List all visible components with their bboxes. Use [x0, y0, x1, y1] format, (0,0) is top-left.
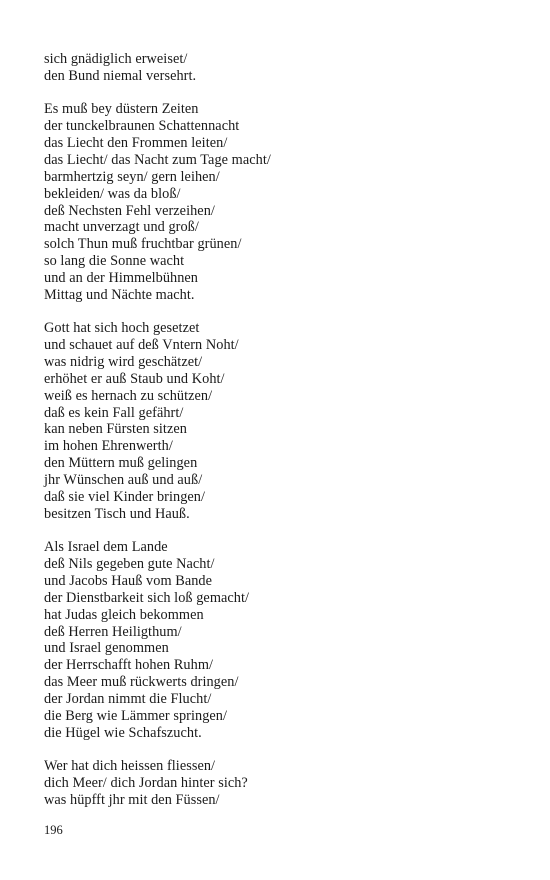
- poem-line: was nidrig wird geschätzet/: [44, 354, 203, 371]
- poem-line: Gott hat sich hoch gesetzet: [44, 320, 200, 337]
- poem-line: die Hügel wie Schafszucht.: [44, 724, 202, 741]
- poem-line: das Meer muß rückwerts dringen/: [44, 674, 239, 691]
- poem-line: und Israel genommen: [44, 640, 169, 657]
- poem-line: barmhertzig seyn/ gern leihen/: [44, 168, 220, 185]
- poem-line: sich gnädiglich erweiset/: [44, 51, 188, 67]
- poem-line: solch Thun muß fruchtbar grünen/: [44, 236, 242, 253]
- poem-line: den Bund niemal versehrt.: [44, 67, 197, 84]
- poem-line: der Dienstbarkeit sich loß gemacht/: [44, 589, 250, 606]
- poem-line: deß Herren Heiligthum/: [44, 623, 182, 640]
- poem-line: und schauet auf deß Vntern Noht/: [44, 337, 239, 354]
- poem-line: macht unverzagt und groß/: [44, 219, 199, 236]
- poem-line: bekleiden/ was da bloß/: [44, 185, 181, 202]
- stanza: [44, 51, 514, 85]
- poem-line: im hohen Ehrenwerth/: [44, 438, 173, 455]
- stanza: [44, 758, 514, 809]
- poem-line: der tunckelbraunen Schattennacht: [44, 118, 240, 135]
- page-number: 196: [44, 823, 63, 837]
- poem-line: daß sie viel Kinder bringen/: [44, 488, 206, 505]
- poem-line: das Liecht/ das Nacht zum Tage macht/: [44, 152, 271, 169]
- poem-line: Als Israel dem Lande: [44, 539, 168, 556]
- poem-text: [44, 51, 514, 826]
- poem-line: erhöhet er auß Staub und Koht/: [44, 370, 225, 387]
- poem-line: der Jordan nimmt die Flucht/: [44, 690, 212, 707]
- poem-line: den Müttern muß gelingen: [44, 455, 198, 472]
- poem-line: und an der Himmelbühnen: [44, 269, 199, 286]
- poem-line: kan neben Fürsten sitzen: [44, 421, 187, 438]
- poem-line: Mittag und Nächte macht.: [44, 286, 195, 303]
- poem-line: dich Meer/ dich Jordan hinter sich?: [44, 775, 248, 792]
- poem-line: und Jacobs Hauß vom Bande: [44, 573, 213, 590]
- poem-line: so lang die Sonne wacht: [44, 253, 185, 270]
- poem-line: das Liecht den Frommen leiten/: [44, 135, 228, 152]
- poem-line: hat Judas gleich bekommen: [44, 606, 204, 623]
- poem-line: besitzen Tisch und Hauß.: [44, 505, 190, 522]
- poem-line: Wer hat dich heissen fliessen/: [44, 758, 216, 775]
- poem-line: daß es kein Fall gefährt/: [44, 404, 184, 421]
- stanza: [44, 539, 514, 741]
- poem-line: deß Nechsten Fehl verzeihen/: [44, 202, 215, 219]
- poem-line: weiß es hernach zu schützen/: [44, 387, 213, 404]
- stanza: [44, 101, 514, 303]
- poem-line: Es muß bey düstern Zeiten: [44, 101, 199, 118]
- stanza: [44, 320, 514, 522]
- poem-line: jhr Wünschen auß und auß/: [44, 472, 203, 488]
- poem-line: was hüpfft jhr mit den Füssen/: [44, 791, 220, 808]
- poem-line: die Berg wie Lämmer springen/: [44, 707, 228, 724]
- poem-line: der Herrschafft hohen Ruhm/: [44, 657, 214, 674]
- poem-line: deß Nils gegeben gute Nacht/: [44, 556, 215, 573]
